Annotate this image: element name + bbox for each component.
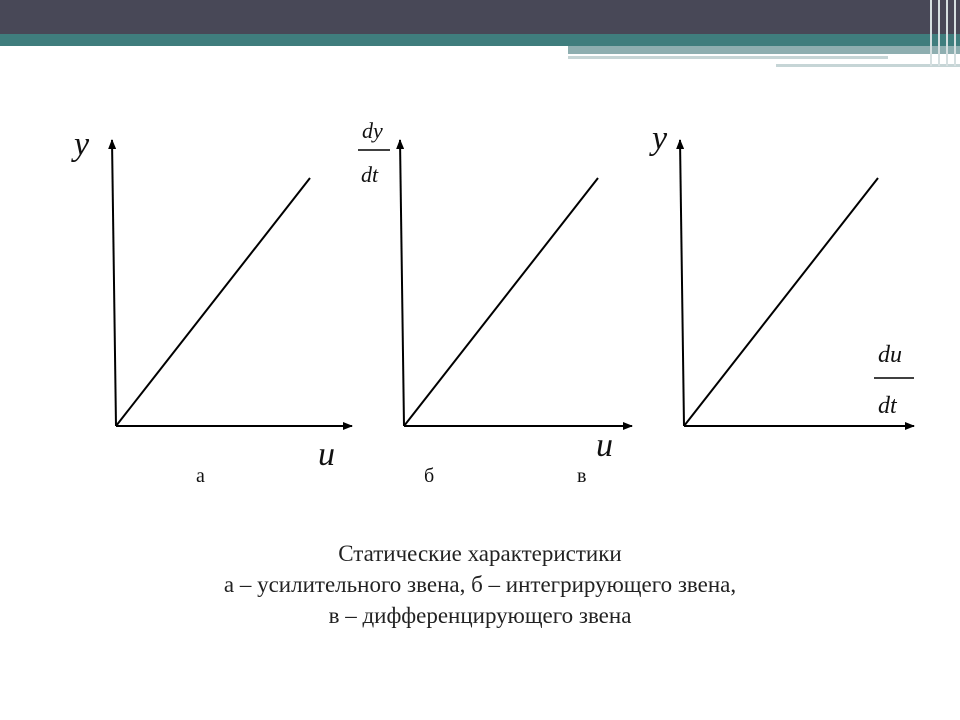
- figure-caption: [0, 538, 960, 631]
- caption-line-2: а – усилительного звена, б – интегрирующего звена,: [223, 572, 737, 597]
- panel-b-y-axis: [400, 140, 404, 426]
- panel-a-y-label: y: [74, 126, 90, 163]
- panel-b-letter: б: [424, 465, 435, 487]
- panel-b-x-label: u: [596, 427, 613, 464]
- panel-a-x-label: u: [318, 436, 335, 473]
- panel-b-y-label-numerator: dy: [362, 118, 383, 143]
- panel-a-y-axis: [112, 140, 116, 426]
- panel-b-characteristic-line: [404, 178, 598, 426]
- panel-c-x-label-numerator: du: [878, 342, 902, 368]
- panel-a-letter: а: [196, 465, 205, 487]
- caption-line-3: в – дифференцирующего звена: [328, 603, 632, 628]
- panel-b: [358, 118, 632, 487]
- panel-c-x-label-denominator: dt: [878, 393, 897, 419]
- caption-line-1: Статические характеристики: [338, 541, 622, 566]
- panel-c: [577, 120, 914, 487]
- panel-a-characteristic-line: [116, 178, 310, 426]
- panel-c-characteristic-line: [684, 178, 878, 426]
- panel-a: [71, 126, 352, 487]
- panel-c-letter: в: [577, 465, 587, 487]
- panel-c-y-axis: [680, 140, 684, 426]
- panel-b-y-label-denominator: dt: [361, 162, 379, 187]
- panel-c-y-label: y: [652, 120, 668, 157]
